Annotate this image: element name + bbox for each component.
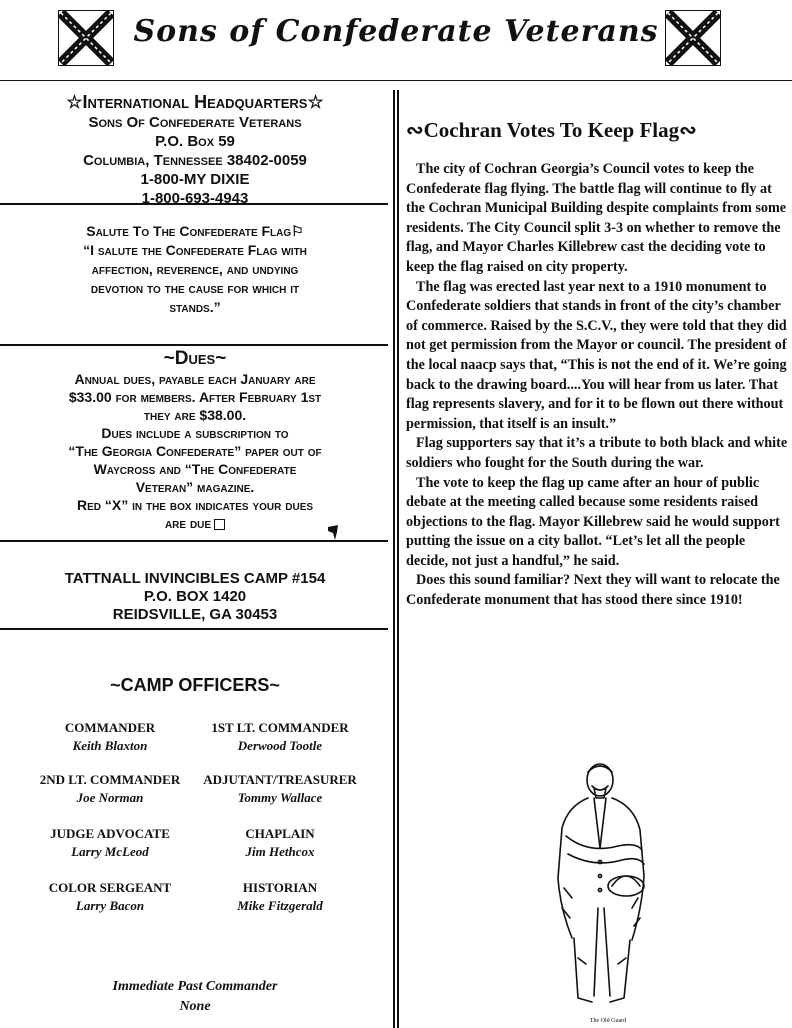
hq-line: 1-800-MY DIXIE	[140, 171, 250, 188]
section-rule	[0, 344, 388, 346]
dues-line: they are $38.00.	[143, 407, 247, 423]
past-commander-label: Immediate Past Commander	[112, 979, 278, 994]
salute-line: devotion to the cause for which it	[90, 280, 300, 296]
confederate-soldier-illustration	[548, 758, 668, 1020]
officer-role: 2ND LT. COMMANDER	[39, 772, 181, 787]
dues-line: Veteran” magazine.	[135, 479, 255, 495]
officer-entry	[190, 772, 370, 806]
dues-line: Annual dues, payable each January are	[74, 371, 316, 387]
article-body	[406, 160, 790, 611]
officer-name: Larry Bacon	[75, 898, 145, 913]
camp-line: REIDSVILLE, GA 30453	[112, 606, 278, 623]
officer-role: COLOR SERGEANT	[48, 880, 172, 895]
dues-line: $33.00 for members. After February 1st	[68, 389, 322, 405]
headquarters-block	[0, 92, 390, 208]
article-paragraph: The vote to keep the flag up came after an hour of public debate at the meeting called because some residents raised objections to the flag. Mayor Killebrew said he would support putting the issue on a city ballot. “Let’s let all the people decide, not just a handful,” he said.	[406, 474, 780, 569]
confederate-flag-icon-right	[665, 10, 721, 66]
officer-role: HISTORIAN	[242, 880, 318, 895]
officer-entry	[190, 880, 370, 914]
dues-line: Waycross and “The Confederate	[93, 461, 297, 477]
officer-name: Joe Norman	[76, 790, 144, 805]
officer-role: 1ST LT. COMMANDER	[211, 720, 349, 735]
dues-line: Red “X” in the box indicates your dues	[76, 497, 314, 513]
flag-glyph-icon: ⚐	[291, 223, 304, 239]
section-rule	[0, 628, 388, 630]
past-commander-name: None	[179, 999, 211, 1014]
confederate-flag-icon-left	[58, 10, 114, 66]
article-paragraph: Flag supporters say that it’s a tribute to both black and white soldiers who fought for the South during the war.	[406, 435, 788, 471]
article-title-text: Cochran Votes To Keep Flag	[423, 118, 680, 142]
salute-block	[0, 222, 390, 317]
officers-title	[0, 675, 390, 696]
hq-line: Columbia, Tennessee 38402-0059	[83, 152, 307, 169]
hq-line: P.O. Box 59	[155, 133, 235, 150]
officer-role: ADJUTANT/TREASURER	[203, 772, 357, 787]
officer-entry	[20, 826, 200, 860]
dues-line: “The Georgia Confederate” paper out of	[68, 443, 322, 459]
masthead-title: Sons of Confederate Veterans	[133, 14, 659, 49]
salute-line: affection, reverence, and undying	[91, 261, 299, 277]
column-divider	[393, 90, 399, 1028]
camp-line: P.O. BOX 1420	[143, 588, 247, 605]
salute-line: Salute To The Confederate Flag⚐	[86, 223, 304, 239]
officer-entry	[190, 826, 370, 860]
officer-name: Keith Blaxton	[72, 738, 148, 753]
ornament-left-icon: ∾	[406, 118, 424, 142]
officer-role: COMMANDER	[64, 720, 156, 735]
masthead-rule	[0, 80, 792, 81]
past-commander-block	[0, 977, 390, 1017]
article-title	[406, 118, 790, 143]
article-paragraph: Does this sound familiar? Next they will want to relocate the Confederate monument that has stood there since 1910!	[406, 572, 780, 609]
salute-line: stands.”	[169, 299, 221, 315]
dues-line: Dues include a subscription to	[101, 425, 289, 441]
officer-role: CHAPLAIN	[245, 826, 315, 841]
ornament-right-icon: ∾	[679, 118, 697, 142]
dues-checkbox	[214, 519, 225, 530]
officer-name: Jim Hethcox	[245, 844, 315, 859]
dues-line: are due	[0, 514, 390, 532]
officer-name: Derwood Tootle	[237, 738, 323, 753]
camp-line: TATTNALL INVINCIBLES CAMP #154	[64, 570, 326, 587]
illustration-caption: The Old Guard	[589, 1018, 627, 1024]
article-paragraph: The flag was erected last year next to a 1910 monument to Confederate soldiers that stands in front of the city’s chamber of commerce. Raised by the S.C.V., they were told that they did not get permission from the Mayor or council. The president of the local naacp says that, “This is not the end of it. We’re going back to the drawing board....You will hear from us later. That flag represents slavery, and for it to be flown out there without permission, that itself is an insult.”	[406, 278, 787, 432]
hq-line: 1-800-693-4943	[141, 190, 249, 207]
officer-entry	[20, 880, 200, 914]
section-rule	[0, 540, 388, 542]
officers-heading: ~CAMP OFFICERS~	[110, 675, 280, 695]
officer-entry	[20, 772, 200, 806]
officer-name: Mike Fitzgerald	[237, 898, 323, 913]
officer-entry	[20, 720, 200, 754]
officer-name: Larry McLeod	[71, 844, 149, 859]
officer-name: Tommy Wallace	[237, 790, 323, 805]
article-paragraph: The city of Cochran Georgia’s Council votes to keep the Confederate flag flying. The battle flag will continue to fly at the Cochran Municipal Building despite complaints from some residents. The City Council split 3-3 on whether to remove the flag, and Mayor Charles Killebrew cast the deciding vote to keep the flag raised on city property.	[406, 161, 787, 275]
camp-block	[0, 570, 390, 624]
officer-entry	[190, 720, 370, 754]
hq-line: Sons Of Confederate Veterans	[88, 114, 302, 131]
dues-block	[0, 348, 390, 532]
salute-line: “I salute the Confederate Flag with	[83, 242, 307, 258]
dues-title: ~Dues~	[163, 348, 227, 369]
section-rule	[0, 203, 388, 205]
officer-role: JUDGE ADVOCATE	[50, 826, 170, 841]
headquarters-title: ☆International Headquarters☆	[66, 92, 324, 112]
